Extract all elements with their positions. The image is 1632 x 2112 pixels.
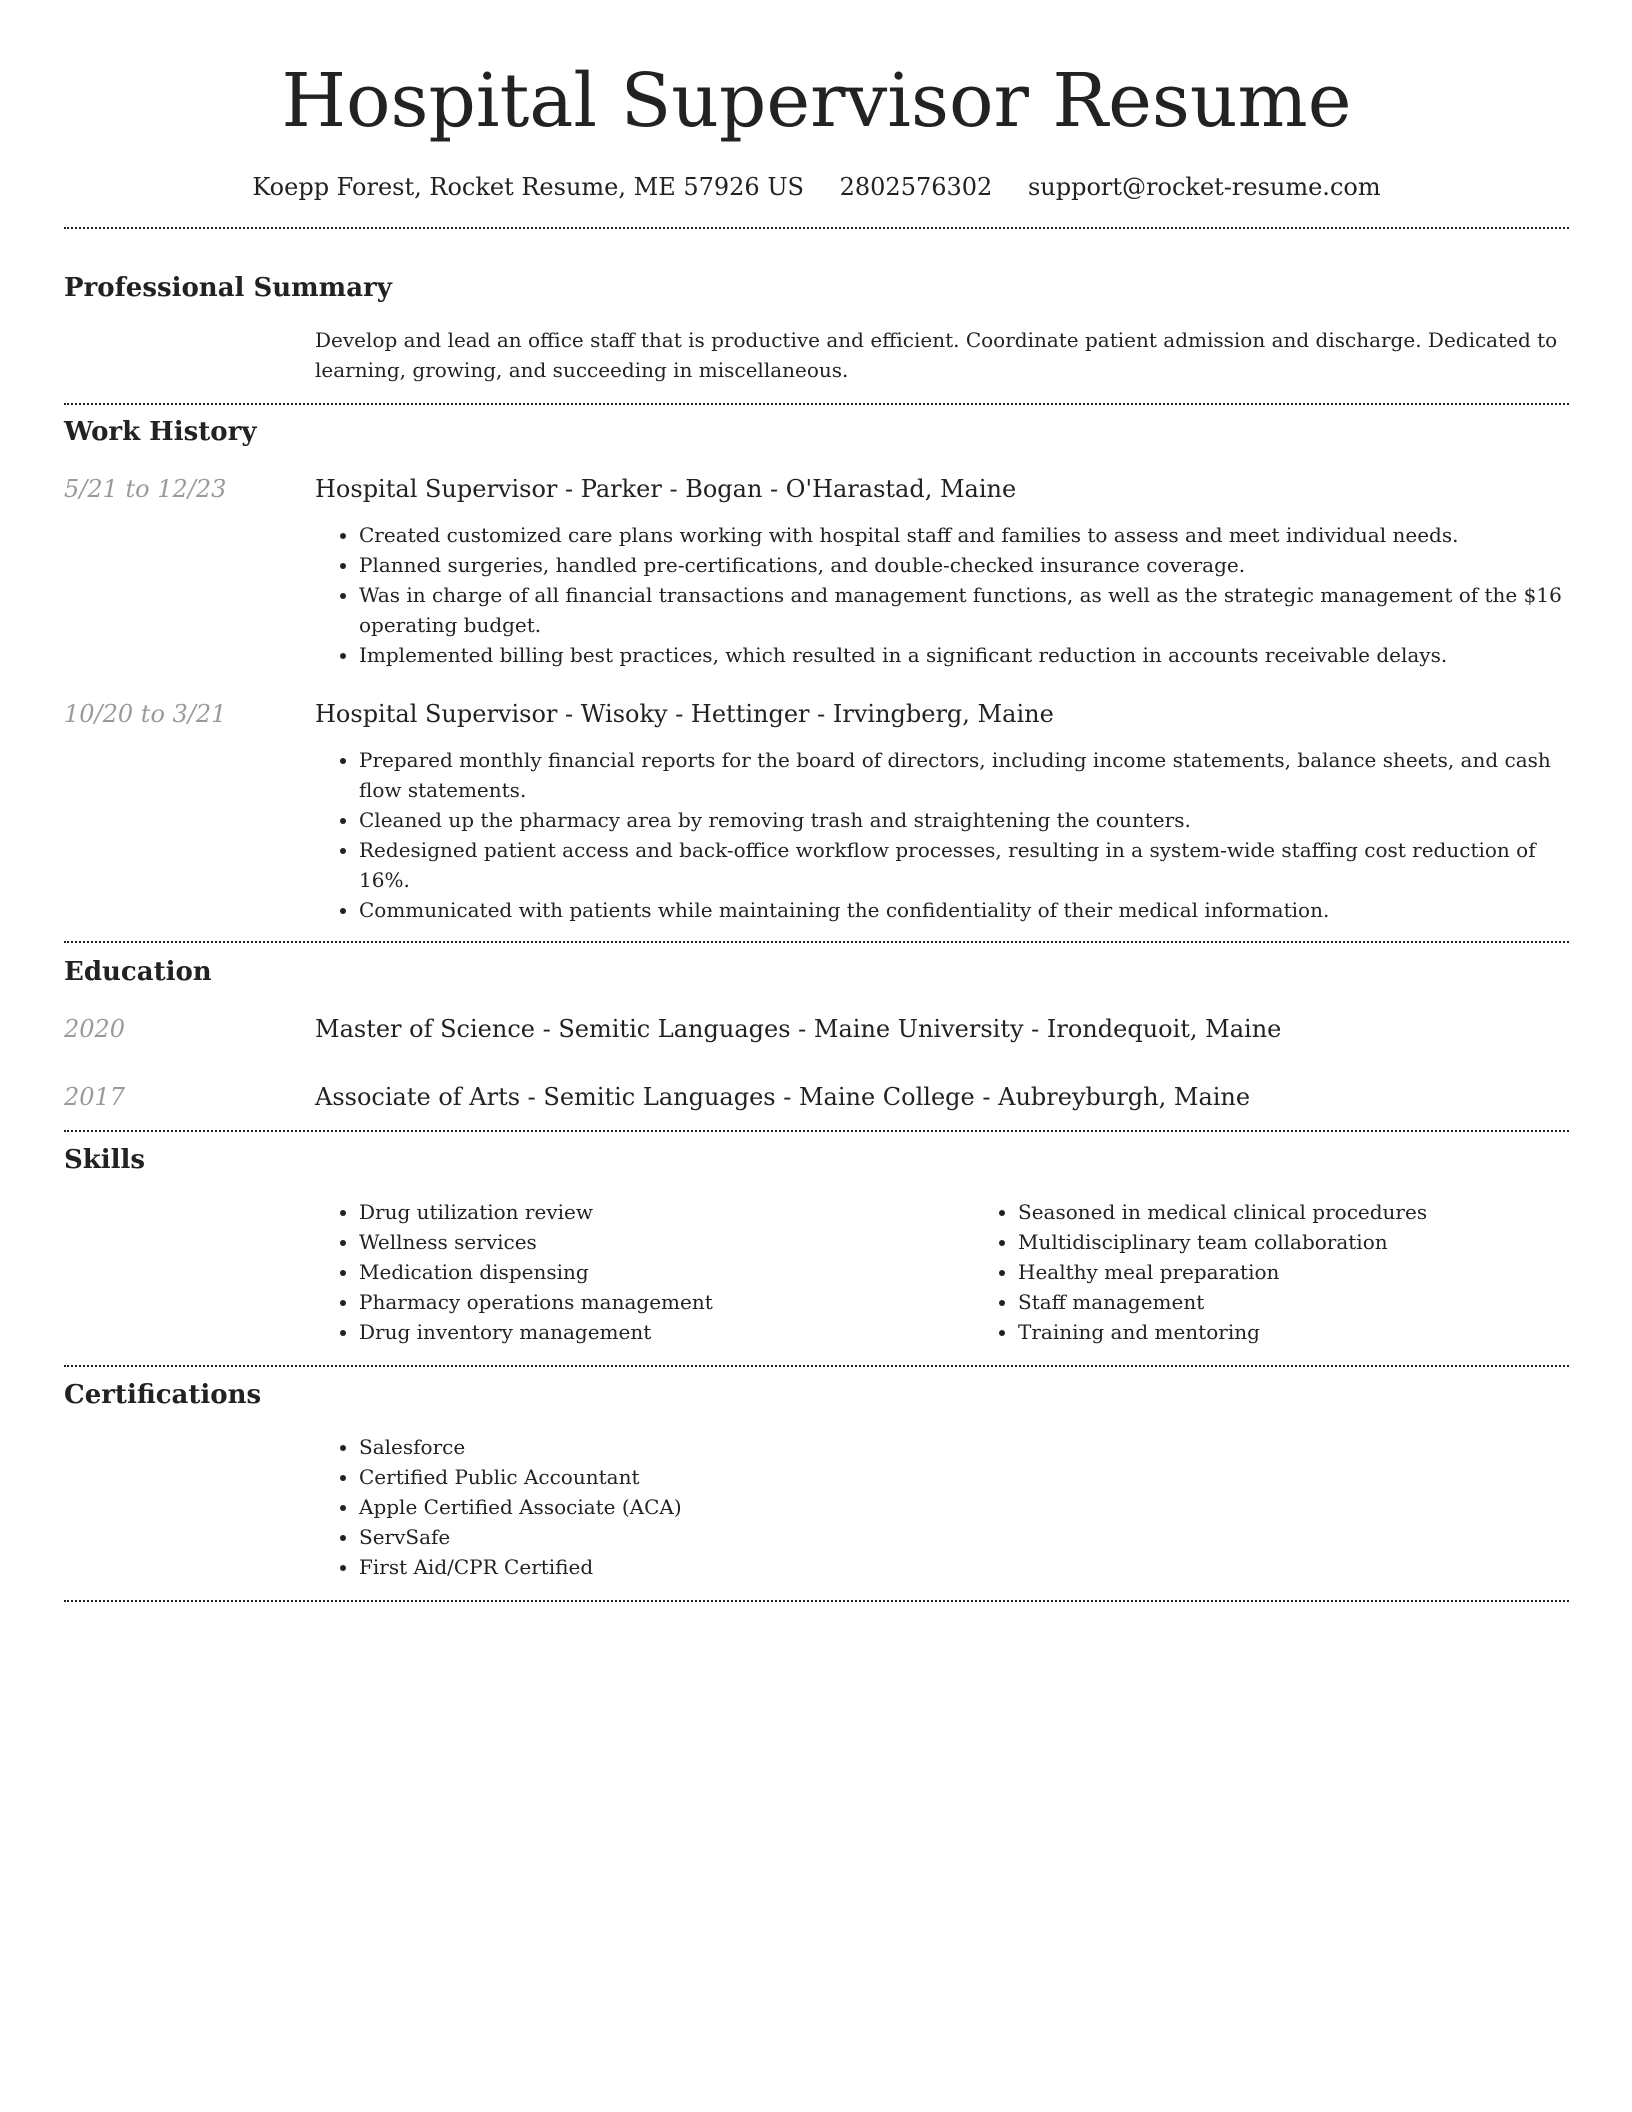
list-item: • First Aid/CPR Certified (359, 1552, 1569, 1582)
list-item: • Wellness services (359, 1227, 974, 1257)
list-item: • Prepared monthly financial reports for the board of directors, including income statements, balance sheets, and cash flow statements. (359, 745, 1569, 805)
list-item: • Was in charge of all financial transactions and management functions, as well as the strategic management of the $16 operating budget. (359, 580, 1569, 640)
list-item: • ServSafe (359, 1522, 1569, 1552)
contact-email: support@rocket-resume.com (1027, 173, 1381, 201)
list-item: • Drug inventory management (359, 1317, 974, 1347)
divider (64, 1130, 1569, 1132)
skills-heading: Skills (64, 1145, 146, 1175)
job-entry (64, 472, 1569, 670)
certifications-list (315, 1432, 1569, 1582)
list-item: • Healthy meal preparation (1018, 1257, 1632, 1287)
summary-text: Develop and lead an office staff that is productive and efficient. Coordinate patient admission and discharge. Dedicated to learning, growing, and succeeding in miscellaneous. (315, 328, 1558, 382)
list-item: • Seasoned in medical clinical procedures (1018, 1197, 1632, 1227)
skills-gutter (64, 1197, 315, 1347)
job-title: Hospital Supervisor - Wisoky - Hettinger - Irvingberg, Maine (315, 700, 1054, 728)
divider (64, 1365, 1569, 1367)
list-item: • Planned surgeries, handled pre-certifications, and double-checked insurance coverage. (359, 550, 1569, 580)
divider (64, 1600, 1569, 1602)
list-item: • Training and mentoring (1018, 1317, 1632, 1347)
divider (64, 227, 1569, 229)
education-entry (64, 1080, 1569, 1114)
contact-line (64, 171, 1569, 203)
list-item: • Redesigned patient access and back-office workflow processes, resulting in a system-wide staffing cost reduction of 16%. (359, 835, 1569, 895)
education-year: 2020 (64, 1015, 126, 1043)
certifications-gutter (64, 1432, 315, 1582)
list-item: • Salesforce (359, 1432, 1569, 1462)
education-entry (64, 1012, 1569, 1046)
education-degree: Master of Science - Semitic Languages - Maine University - Irondequoit, Maine (315, 1015, 1282, 1043)
summary-gutter (64, 325, 315, 385)
resume-title: Hospital Supervisor Resume (281, 58, 1352, 144)
contact-address: Koepp Forest, Rocket Resume, ME 57926 US (252, 173, 804, 201)
summary-section (64, 271, 1569, 385)
certifications-section (64, 1378, 1569, 1582)
job-bullets (315, 745, 1569, 925)
list-item: • Implemented billing best practices, which resulted in a significant reduction in accounts receivable delays. (359, 640, 1569, 670)
education-section (64, 955, 1569, 1114)
skills-section (64, 1143, 1569, 1347)
education-degree: Associate of Arts - Semitic Languages - Maine College - Aubreyburgh, Maine (315, 1083, 1251, 1111)
list-item: • Created customized care plans working with hospital staff and families to assess and meet individual needs. (359, 520, 1569, 550)
list-item: • Pharmacy operations management (359, 1287, 974, 1317)
contact-phone: 2802576302 (839, 173, 993, 201)
summary-heading: Professional Summary (64, 273, 392, 303)
job-entry (64, 697, 1569, 925)
list-item: • Multidisciplinary team collaboration (1018, 1227, 1632, 1257)
work-heading: Work History (64, 417, 257, 447)
job-bullets (315, 520, 1569, 670)
job-dates: 5/21 to 12/23 (64, 475, 227, 503)
job-dates: 10/20 to 3/21 (64, 700, 227, 728)
certifications-heading: Certifications (64, 1380, 262, 1410)
skills-grid (315, 1197, 1632, 1347)
list-item: • Cleaned up the pharmacy area by removing trash and straightening the counters. (359, 805, 1569, 835)
list-item: • Drug utilization review (359, 1197, 974, 1227)
list-item: • Communicated with patients while maintaining the confidentiality of their medical information. (359, 895, 1569, 925)
education-year: 2017 (64, 1083, 126, 1111)
list-item: • Medication dispensing (359, 1257, 974, 1287)
list-item: • Certified Public Accountant (359, 1462, 1569, 1492)
divider (64, 941, 1569, 943)
list-item: • Apple Certified Associate (ACA) (359, 1492, 1569, 1522)
skills-list-right (974, 1197, 1632, 1347)
job-title: Hospital Supervisor - Parker - Bogan - O'Harastad, Maine (315, 475, 1017, 503)
list-item: • Staff management (1018, 1287, 1632, 1317)
work-section (64, 415, 1569, 925)
resume-page (64, 0, 1569, 1602)
skills-list-left (315, 1197, 974, 1347)
divider (64, 403, 1569, 405)
education-heading: Education (64, 957, 212, 987)
